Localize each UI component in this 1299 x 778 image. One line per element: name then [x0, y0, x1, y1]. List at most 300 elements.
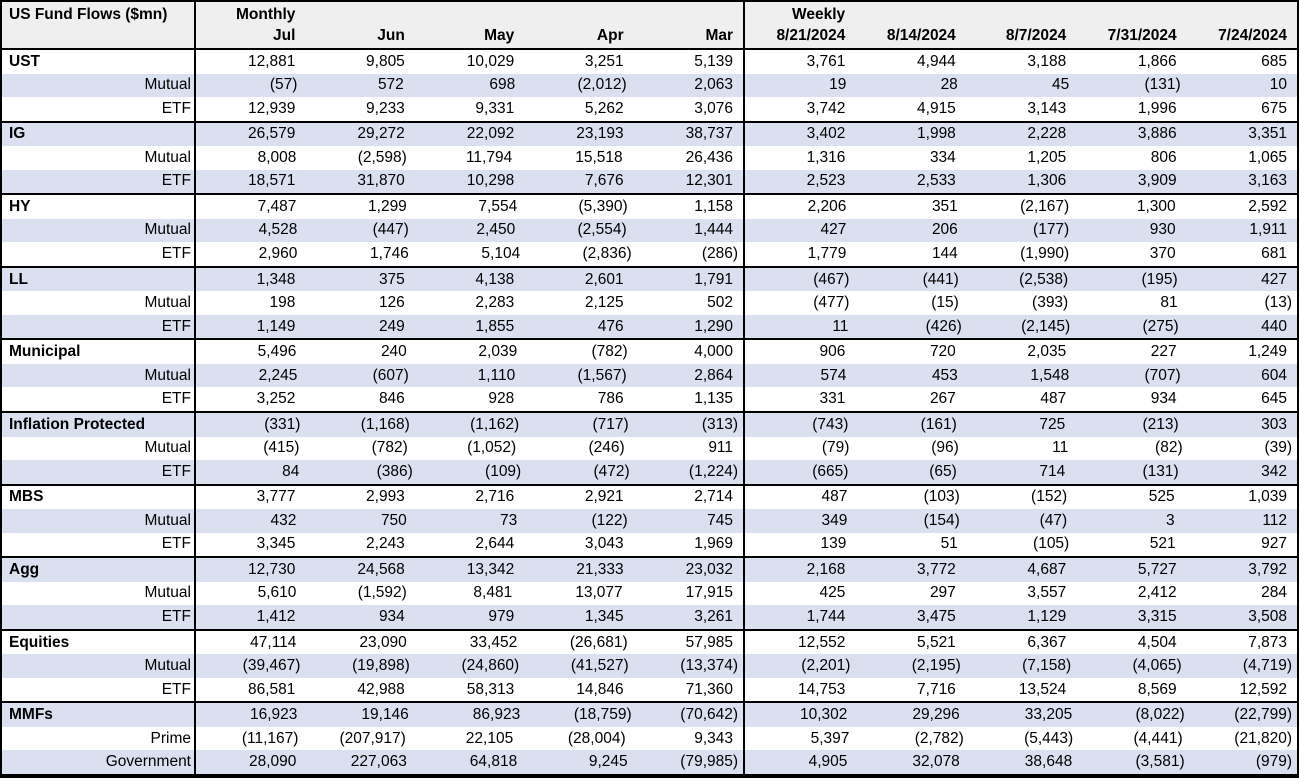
table-title: US Fund Flows ($mn) — [2, 2, 196, 48]
value-cell: 1,306 — [1027, 172, 1067, 190]
value-cell: 1,345 — [584, 607, 624, 625]
value-cell: 3,792 — [1248, 560, 1288, 578]
monthly-values — [196, 219, 743, 243]
table-row — [2, 242, 1297, 266]
value-cell: (57) — [269, 76, 298, 94]
monthly-values — [196, 509, 743, 533]
value-cell: (4,065) — [1132, 657, 1182, 675]
value-cell: 440 — [1261, 317, 1288, 335]
row-label: Inflation Protected — [2, 413, 196, 437]
value-cell: (2,598) — [357, 148, 407, 166]
value-cell: 10,302 — [799, 706, 848, 724]
value-cell: 9,343 — [694, 729, 734, 747]
table-row — [2, 74, 1297, 98]
weekly-values — [743, 195, 1297, 219]
value-cell: (477) — [813, 294, 850, 312]
monthly-values — [196, 558, 743, 582]
value-cell: 370 — [1149, 245, 1176, 263]
value-cell: (782) — [591, 343, 628, 361]
value-cell: (4,719) — [1242, 657, 1293, 675]
value-cell: (109) — [485, 462, 522, 480]
value-cell: 2,243 — [366, 535, 405, 553]
value-cell: (82) — [1155, 439, 1183, 457]
value-cell: 720 — [929, 343, 956, 361]
weekly-values — [743, 387, 1297, 411]
weekly-values — [743, 413, 1297, 437]
value-cell: 38,737 — [685, 125, 734, 143]
table-row — [2, 460, 1297, 484]
value-cell: 28,090 — [248, 753, 297, 771]
monthly-values — [196, 387, 743, 411]
value-cell: 750 — [380, 511, 407, 529]
row-label: LL — [2, 268, 196, 292]
weekly-column-headers — [745, 24, 1297, 48]
table-row — [2, 268, 1297, 292]
weekly-values — [743, 631, 1297, 655]
value-cell: 3,251 — [584, 52, 624, 70]
value-cell: (286) — [701, 245, 739, 263]
value-cell: 5,727 — [1137, 560, 1177, 578]
table-row — [2, 340, 1297, 364]
column-header-week: 7/31/2024 — [1107, 27, 1177, 44]
value-cell: 1,348 — [256, 270, 296, 288]
value-cell: 29,296 — [912, 706, 960, 724]
value-cell: 198 — [269, 294, 296, 312]
value-cell: 2,228 — [1027, 125, 1067, 143]
weekly-values — [743, 703, 1297, 727]
value-cell: 2,523 — [806, 172, 846, 190]
value-cell: 3,252 — [256, 390, 296, 408]
value-cell: 5,521 — [917, 633, 956, 651]
value-cell: (39,467) — [242, 657, 301, 675]
value-cell: (979) — [1255, 753, 1293, 771]
value-cell: (11,167) — [241, 729, 299, 747]
value-cell: (1,990) — [1020, 245, 1070, 263]
value-cell: (1,168) — [360, 415, 410, 433]
value-cell: 1,065 — [1248, 148, 1288, 166]
value-cell: (131) — [1144, 76, 1181, 94]
value-cell: 47,114 — [250, 633, 297, 651]
table-row — [2, 387, 1297, 411]
weekly-values — [743, 315, 1297, 339]
value-cell: 2,716 — [475, 488, 515, 506]
value-cell: 1,205 — [1027, 148, 1067, 166]
value-cell: 3,772 — [917, 560, 956, 578]
value-cell: 112 — [1262, 511, 1288, 529]
value-cell: (47) — [1039, 511, 1068, 529]
value-cell: 3,076 — [694, 99, 734, 117]
row-label: ETF — [2, 678, 196, 702]
value-cell: (246) — [588, 439, 625, 457]
weekly-values — [743, 340, 1297, 364]
value-cell: 1,855 — [475, 317, 515, 335]
value-cell: 1,135 — [694, 390, 734, 408]
value-cell: 604 — [1261, 366, 1288, 384]
value-cell: 284 — [1261, 584, 1288, 602]
value-cell: (79,985) — [680, 753, 739, 771]
monthly-values — [196, 460, 743, 484]
value-cell: 81 — [1160, 294, 1178, 312]
table-row — [2, 631, 1297, 655]
monthly-values — [196, 533, 743, 557]
value-cell: 432 — [270, 511, 297, 529]
value-cell: 375 — [378, 270, 405, 288]
table-row — [2, 558, 1297, 582]
value-cell: 906 — [819, 343, 846, 361]
monthly-values — [196, 582, 743, 606]
row-label: Mutual — [2, 582, 196, 606]
column-header-month: Jul — [273, 27, 296, 44]
value-cell: 4,905 — [808, 753, 848, 771]
value-cell: (13) — [1264, 294, 1293, 312]
value-cell: 64,818 — [469, 753, 518, 771]
value-cell: 5,104 — [481, 245, 521, 263]
value-cell: 9,805 — [366, 52, 405, 70]
value-cell: 806 — [1150, 148, 1177, 166]
weekly-values — [743, 486, 1297, 510]
value-cell: (707) — [1144, 366, 1181, 384]
category-group — [2, 121, 1297, 194]
weekly-values — [743, 291, 1297, 315]
value-cell: 427 — [1261, 270, 1288, 288]
value-cell: 14,753 — [797, 680, 846, 698]
value-cell: 685 — [1261, 52, 1288, 70]
value-cell: 12,552 — [797, 633, 846, 651]
value-cell: 2,168 — [806, 560, 846, 578]
monthly-values — [196, 750, 743, 774]
value-cell: 126 — [378, 294, 405, 312]
value-cell: 15,518 — [575, 148, 623, 166]
category-group — [2, 50, 1297, 121]
value-cell: 227,063 — [350, 753, 407, 771]
value-cell: 342 — [1261, 462, 1288, 480]
value-cell: 572 — [377, 76, 404, 94]
value-cell: (105) — [1033, 535, 1070, 553]
value-cell: 1,866 — [1137, 52, 1177, 70]
value-cell: 8,569 — [1137, 680, 1177, 698]
table-row — [2, 703, 1297, 727]
value-cell: (275) — [1142, 317, 1179, 335]
value-cell: 3,188 — [1027, 52, 1067, 70]
value-cell: 38,648 — [1024, 753, 1073, 771]
table-row — [2, 364, 1297, 388]
row-label: Government — [2, 750, 196, 774]
value-cell: 681 — [1261, 245, 1288, 263]
table-row — [2, 123, 1297, 147]
value-cell: (467) — [813, 270, 850, 288]
row-label: ETF — [2, 97, 196, 121]
value-cell: (131) — [1142, 462, 1179, 480]
value-cell: 3,351 — [1248, 125, 1288, 143]
row-label: ETF — [2, 170, 196, 194]
table-row — [2, 195, 1297, 219]
value-cell: 3,557 — [1027, 584, 1067, 602]
value-cell: 2,063 — [694, 76, 734, 94]
value-cell: 17,915 — [685, 584, 734, 602]
row-label: Mutual — [2, 509, 196, 533]
row-label: ETF — [2, 315, 196, 339]
value-cell: 1,129 — [1027, 607, 1067, 625]
category-group — [2, 701, 1297, 774]
value-cell: 3 — [1166, 511, 1175, 529]
value-cell: 42,988 — [357, 680, 405, 698]
monthly-values — [196, 50, 743, 74]
value-cell: 3,886 — [1137, 125, 1177, 143]
row-label: UST — [2, 50, 196, 74]
value-cell: 45 — [1051, 76, 1070, 94]
value-cell: 4,944 — [917, 52, 956, 70]
value-cell: 4,000 — [694, 343, 734, 361]
value-cell: 476 — [597, 317, 624, 335]
value-cell: 22,092 — [466, 125, 515, 143]
value-cell: 16,923 — [249, 706, 298, 724]
row-label: Equities — [2, 631, 196, 655]
monthly-values — [196, 486, 743, 510]
value-cell: 12,301 — [685, 172, 734, 190]
value-cell: (2,167) — [1020, 197, 1070, 215]
value-cell: 1,746 — [370, 245, 409, 263]
column-header-month: Apr — [596, 27, 624, 44]
weekly-values — [743, 146, 1297, 170]
value-cell: (18,759) — [573, 706, 632, 724]
weekly-values — [743, 123, 1297, 147]
monthly-values — [196, 242, 743, 266]
value-cell: 4,504 — [1137, 633, 1177, 651]
value-cell: 934 — [1150, 390, 1177, 408]
table-row — [2, 654, 1297, 678]
value-cell: (2,195) — [911, 657, 961, 675]
value-cell: 3,508 — [1248, 607, 1288, 625]
table-row — [2, 170, 1297, 194]
value-cell: 2,533 — [917, 172, 956, 190]
value-cell: (152) — [1031, 488, 1068, 506]
value-cell: (154) — [923, 511, 960, 529]
value-cell: 334 — [929, 148, 956, 166]
value-cell: 5,262 — [584, 99, 624, 117]
value-cell: (2,012) — [577, 76, 627, 94]
weekly-values — [743, 97, 1297, 121]
weekly-values — [743, 678, 1297, 702]
value-cell: 227 — [1150, 343, 1177, 361]
value-cell: 57,985 — [685, 633, 734, 651]
value-cell: (313) — [701, 415, 739, 433]
table-row — [2, 750, 1297, 774]
weekly-values — [743, 582, 1297, 606]
monthly-values — [196, 703, 743, 727]
value-cell: 351 — [931, 197, 958, 215]
value-cell: (22,799) — [1234, 706, 1293, 724]
table-header — [2, 2, 1297, 50]
value-cell: 303 — [1261, 415, 1288, 433]
value-cell: 12,592 — [1239, 680, 1288, 698]
value-cell: 23,032 — [685, 560, 734, 578]
value-cell: 927 — [1261, 535, 1288, 553]
value-cell: 10,298 — [466, 172, 515, 190]
value-cell: 1,996 — [1137, 99, 1177, 117]
value-cell: (2,201) — [801, 657, 851, 675]
value-cell: 84 — [282, 462, 300, 480]
value-cell: (5,390) — [578, 197, 628, 215]
value-cell: 7,716 — [917, 680, 956, 698]
value-cell: 3,345 — [256, 535, 296, 553]
value-cell: 2,714 — [694, 488, 734, 506]
value-cell: 33,205 — [1024, 706, 1073, 724]
value-cell: (1,567) — [577, 366, 627, 384]
value-cell: 2,592 — [1248, 197, 1288, 215]
value-cell: 675 — [1261, 99, 1288, 117]
value-cell: 2,601 — [584, 270, 624, 288]
value-cell: 487 — [1040, 390, 1067, 408]
value-cell: 1,969 — [694, 535, 734, 553]
value-cell: 487 — [821, 488, 848, 506]
monthly-values — [196, 195, 743, 219]
value-cell: 3,315 — [1137, 607, 1177, 625]
value-cell: (1,224) — [688, 462, 739, 480]
value-cell: 5,397 — [810, 729, 850, 747]
table-row — [2, 50, 1297, 74]
value-cell: (2,538) — [1019, 270, 1069, 288]
value-cell: 71,360 — [685, 680, 734, 698]
value-cell: (607) — [372, 366, 409, 384]
value-cell: (19,898) — [352, 657, 410, 675]
value-cell: 13,077 — [575, 584, 623, 602]
value-cell: 3,742 — [806, 99, 846, 117]
column-header-week: 8/14/2024 — [886, 27, 956, 44]
value-cell: 427 — [820, 221, 847, 239]
row-label: Mutual — [2, 219, 196, 243]
value-cell: 979 — [488, 607, 515, 625]
weekly-section-header — [743, 2, 1297, 48]
monthly-values — [196, 268, 743, 292]
value-cell: 5,139 — [694, 52, 734, 70]
value-cell: 206 — [931, 221, 958, 239]
value-cell: (4,441) — [1133, 729, 1183, 747]
row-label: ETF — [2, 460, 196, 484]
row-label: ETF — [2, 242, 196, 266]
value-cell: (743) — [812, 415, 849, 433]
value-cell: 574 — [820, 366, 847, 384]
column-header-week: 7/24/2024 — [1218, 27, 1288, 44]
value-cell: 1,300 — [1136, 197, 1176, 215]
monthly-section-header — [196, 2, 743, 48]
value-cell: (41,527) — [570, 657, 629, 675]
value-cell: 1,110 — [477, 366, 516, 384]
value-cell: (472) — [593, 462, 630, 480]
value-cell: 4,915 — [917, 99, 956, 117]
value-cell: 1,158 — [694, 197, 734, 215]
value-cell: (96) — [931, 439, 959, 457]
weekly-values — [743, 170, 1297, 194]
weekly-values — [743, 268, 1297, 292]
value-cell: 7,873 — [1248, 633, 1288, 651]
value-cell: 144 — [931, 245, 958, 263]
weekly-values — [743, 654, 1297, 678]
value-cell: 23,193 — [576, 125, 624, 143]
category-group — [2, 193, 1297, 266]
value-cell: 26,436 — [685, 148, 734, 166]
value-cell: 3,043 — [584, 535, 624, 553]
value-cell: 297 — [929, 584, 956, 602]
monthly-values — [196, 413, 743, 437]
value-cell: 12,881 — [247, 52, 296, 70]
table-row — [2, 678, 1297, 702]
value-cell: 14,846 — [576, 680, 624, 698]
category-group — [2, 338, 1297, 411]
table-row — [2, 315, 1297, 339]
value-cell: 11 — [832, 317, 849, 335]
value-cell: (103) — [923, 488, 960, 506]
value-cell: (393) — [1032, 294, 1069, 312]
value-cell: (21,820) — [1234, 729, 1293, 747]
value-cell: 23,090 — [359, 633, 407, 651]
value-cell: 928 — [488, 390, 515, 408]
value-cell: 2,206 — [807, 197, 847, 215]
value-cell: 1,911 — [1249, 221, 1288, 239]
value-cell: 725 — [1039, 415, 1066, 433]
value-cell: 10 — [1269, 76, 1288, 94]
table-body — [2, 50, 1297, 774]
value-cell: 13,524 — [1018, 680, 1067, 698]
value-cell: 2,993 — [366, 488, 405, 506]
value-cell: 31,870 — [357, 172, 405, 190]
row-label: Mutual — [2, 74, 196, 98]
monthly-values — [196, 678, 743, 702]
value-cell: 2,960 — [258, 245, 298, 263]
value-cell: (65) — [929, 462, 957, 480]
monthly-values — [196, 123, 743, 147]
value-cell: 9,331 — [475, 99, 515, 117]
value-cell: 1,548 — [1030, 366, 1070, 384]
column-header-week: 8/7/2024 — [1005, 27, 1067, 44]
monthly-values — [196, 340, 743, 364]
monthly-values — [196, 631, 743, 655]
value-cell: (122) — [591, 511, 628, 529]
weekly-values — [743, 50, 1297, 74]
value-cell: 502 — [707, 294, 734, 312]
row-label: Agg — [2, 558, 196, 582]
value-cell: 3,909 — [1137, 172, 1177, 190]
value-cell: 19 — [829, 76, 847, 94]
value-cell: 12,730 — [247, 560, 296, 578]
row-label: Mutual — [2, 291, 196, 315]
value-cell: (717) — [592, 415, 629, 433]
value-cell: (665) — [812, 462, 849, 480]
monthly-values — [196, 146, 743, 170]
value-cell: (24,860) — [461, 657, 520, 675]
table-row — [2, 486, 1297, 510]
value-cell: 846 — [378, 390, 405, 408]
column-header-month: May — [484, 27, 515, 44]
monthly-values — [196, 654, 743, 678]
row-label: Prime — [2, 727, 196, 751]
table-row — [2, 291, 1297, 315]
value-cell: 525 — [1148, 488, 1175, 506]
value-cell: 2,644 — [475, 535, 515, 553]
weekly-values — [743, 509, 1297, 533]
value-cell: 2,039 — [478, 343, 518, 361]
table-row — [2, 582, 1297, 606]
weekly-values — [743, 364, 1297, 388]
value-cell: 12,939 — [247, 99, 296, 117]
value-cell: (5,443) — [1024, 729, 1074, 747]
value-cell: 22,105 — [465, 729, 514, 747]
row-label: IG — [2, 123, 196, 147]
row-label: ETF — [2, 605, 196, 629]
table-row — [2, 605, 1297, 629]
table-row — [2, 146, 1297, 170]
value-cell: 2,921 — [584, 488, 624, 506]
value-cell: 267 — [929, 390, 956, 408]
